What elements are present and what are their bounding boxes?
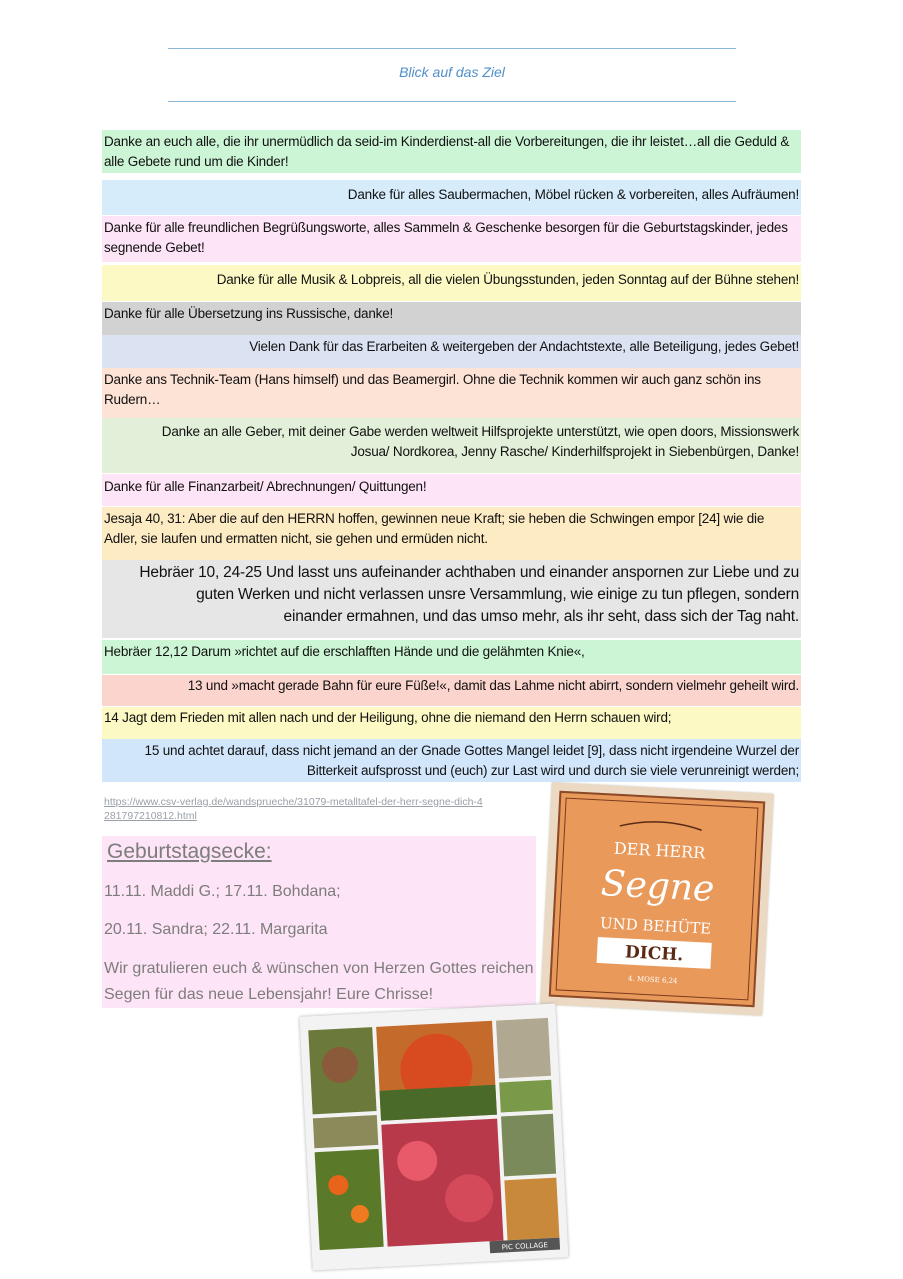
tree-ground <box>380 1085 497 1121</box>
thanks-givers: Danke an alle Geber, mit deiner Gabe werden weltweit Hilfsprojekte unterstützt, wie open doors, Missionswerk Josua/ Nordkorea, Jenny Rasche/ Kinderhilfsprojekt in Siebenbürgen, Danke! <box>102 418 801 473</box>
birthday-line-2: 20.11. Sandra; 22.11. Margarita <box>104 921 328 938</box>
birthday-greeting-2: Segen für das neue Lebensjahr! Eure Chrisse! <box>104 986 434 1003</box>
verse-hebrews-12-15: 15 und achtet darauf, dass nicht jemand an der Gnade Gottes Mangel leidet [9], dass nicht irgendeine Wurzel der Bitterkeit aufsprosst und (euch) zur Last wird und durch sie viele verunreinigt werden; <box>102 739 801 782</box>
birthday-title: Geburtstagsecke: <box>107 840 272 863</box>
birthday-greeting-1: Wir gratulieren euch & wünschen von Herzen Gottes reichen <box>104 960 534 977</box>
plaque-line-4: DICH. <box>624 942 684 966</box>
plaque-line-1: DER HERR <box>613 838 706 863</box>
verse-hebrews-12-12: Hebräer 12,12 Darum »richtet auf die erschlafften Hände und die gelähmten Knie«, <box>102 640 801 674</box>
verse-hebrews-10: Hebräer 10, 24-25 Und lasst uns aufeinander achthaben und einander anspornen zur Liebe und zu guten Werken und nicht verlassen unsre Versammlung, wie einige zu tun pflegen, sondern einander ermahnen, und das umso mehr, als ihr seht, dass sich der Tag naht. <box>102 560 801 638</box>
collage-photo-branches <box>496 1018 551 1079</box>
collage-photo-lanterns <box>315 1149 384 1250</box>
header-rule-top <box>168 48 736 49</box>
thanks-translation: Danke für alle Übersetzung ins Russische, danke! <box>102 302 801 335</box>
collage-photo-white-flowers <box>501 1114 556 1177</box>
source-link[interactable]: https://www.csv-verlag.de/wandsprueche/31079-metalltafel-der-herr-segne-dich-4281797210812.html <box>104 796 483 822</box>
thanks-kids: Danke an euch alle, die ihr unermüdlich da seid-im Kinderdienst-all die Vorbereitungen, die ihr leistet…all die Geduld & alle Gebete rund um die Kinder! <box>102 130 801 173</box>
autumn-photo-collage <box>300 1003 569 1270</box>
collage-photo-plants <box>313 1115 378 1148</box>
header-rule-bottom <box>168 101 736 102</box>
thanks-finance: Danke für alle Finanzarbeit/ Abrechnungen/ Quittungen! <box>102 474 801 506</box>
verse-hebrews-12-13: 13 und »macht gerade Bahn für eure Füße!«, damit das Lahme nicht abirrt, sondern vielmehr geheilt wird. <box>102 675 801 706</box>
collage-photo-orange-flowers <box>504 1178 559 1241</box>
plaque-line-2: Segne <box>599 863 716 910</box>
blessing-plaque-image <box>540 782 773 1015</box>
thanks-devotions: Vielen Dank für das Erarbeiten & weitergeben der Andachtstexte, alle Beteiligung, jedes Gebet! <box>102 335 801 368</box>
plaque-reference: 4. MOSE 6,24 <box>627 974 678 986</box>
collage-artwork <box>300 1003 569 1270</box>
verse-hebrews-12-14: 14 Jagt dem Frieden mit allen nach und der Heiligung, ohne die niemand den Herrn schauen wird; <box>102 707 801 739</box>
top-flourish <box>620 820 702 830</box>
thanks-tech: Danke ans Technik-Team (Hans himself) und das Beamergirl. Ohne die Technik kommen wir auch ganz schön ins Rudern… <box>102 368 801 418</box>
plaque-artwork <box>551 793 763 1005</box>
collage-photo-grass <box>499 1080 552 1113</box>
collage-badge: PIC COLLAGE <box>501 1241 549 1252</box>
birthday-line-1: 11.11. Maddi G.; 17.11. Bohdana; <box>104 883 341 900</box>
page-title: Blick auf das Ziel <box>399 64 505 80</box>
verse-isaiah: Jesaja 40, 31: Aber die auf den HERRN hoffen, gewinnen neue Kraft; sie heben die Schwingen empor [24] wie die Adler, sie laufen und ermatten nicht, sie gehen und ermüden nicht. <box>102 507 801 560</box>
thanks-music: Danke für alle Musik & Lobpreis, all die vielen Übungsstunden, jeden Sonntag auf der Bühne stehen! <box>102 265 801 301</box>
thanks-greeting: Danke für alle freundlichen Begrüßungsworte, alles Sammeln & Geschenke besorgen für die Geburtstagskinder, jedes segnende Gebet! <box>102 216 801 262</box>
thanks-cleaning: Danke für alles Saubermachen, Möbel rücken & vorbereiten, alles Aufräumen! <box>102 180 801 215</box>
plaque-line-3: UND BEHÜTE <box>599 914 712 938</box>
